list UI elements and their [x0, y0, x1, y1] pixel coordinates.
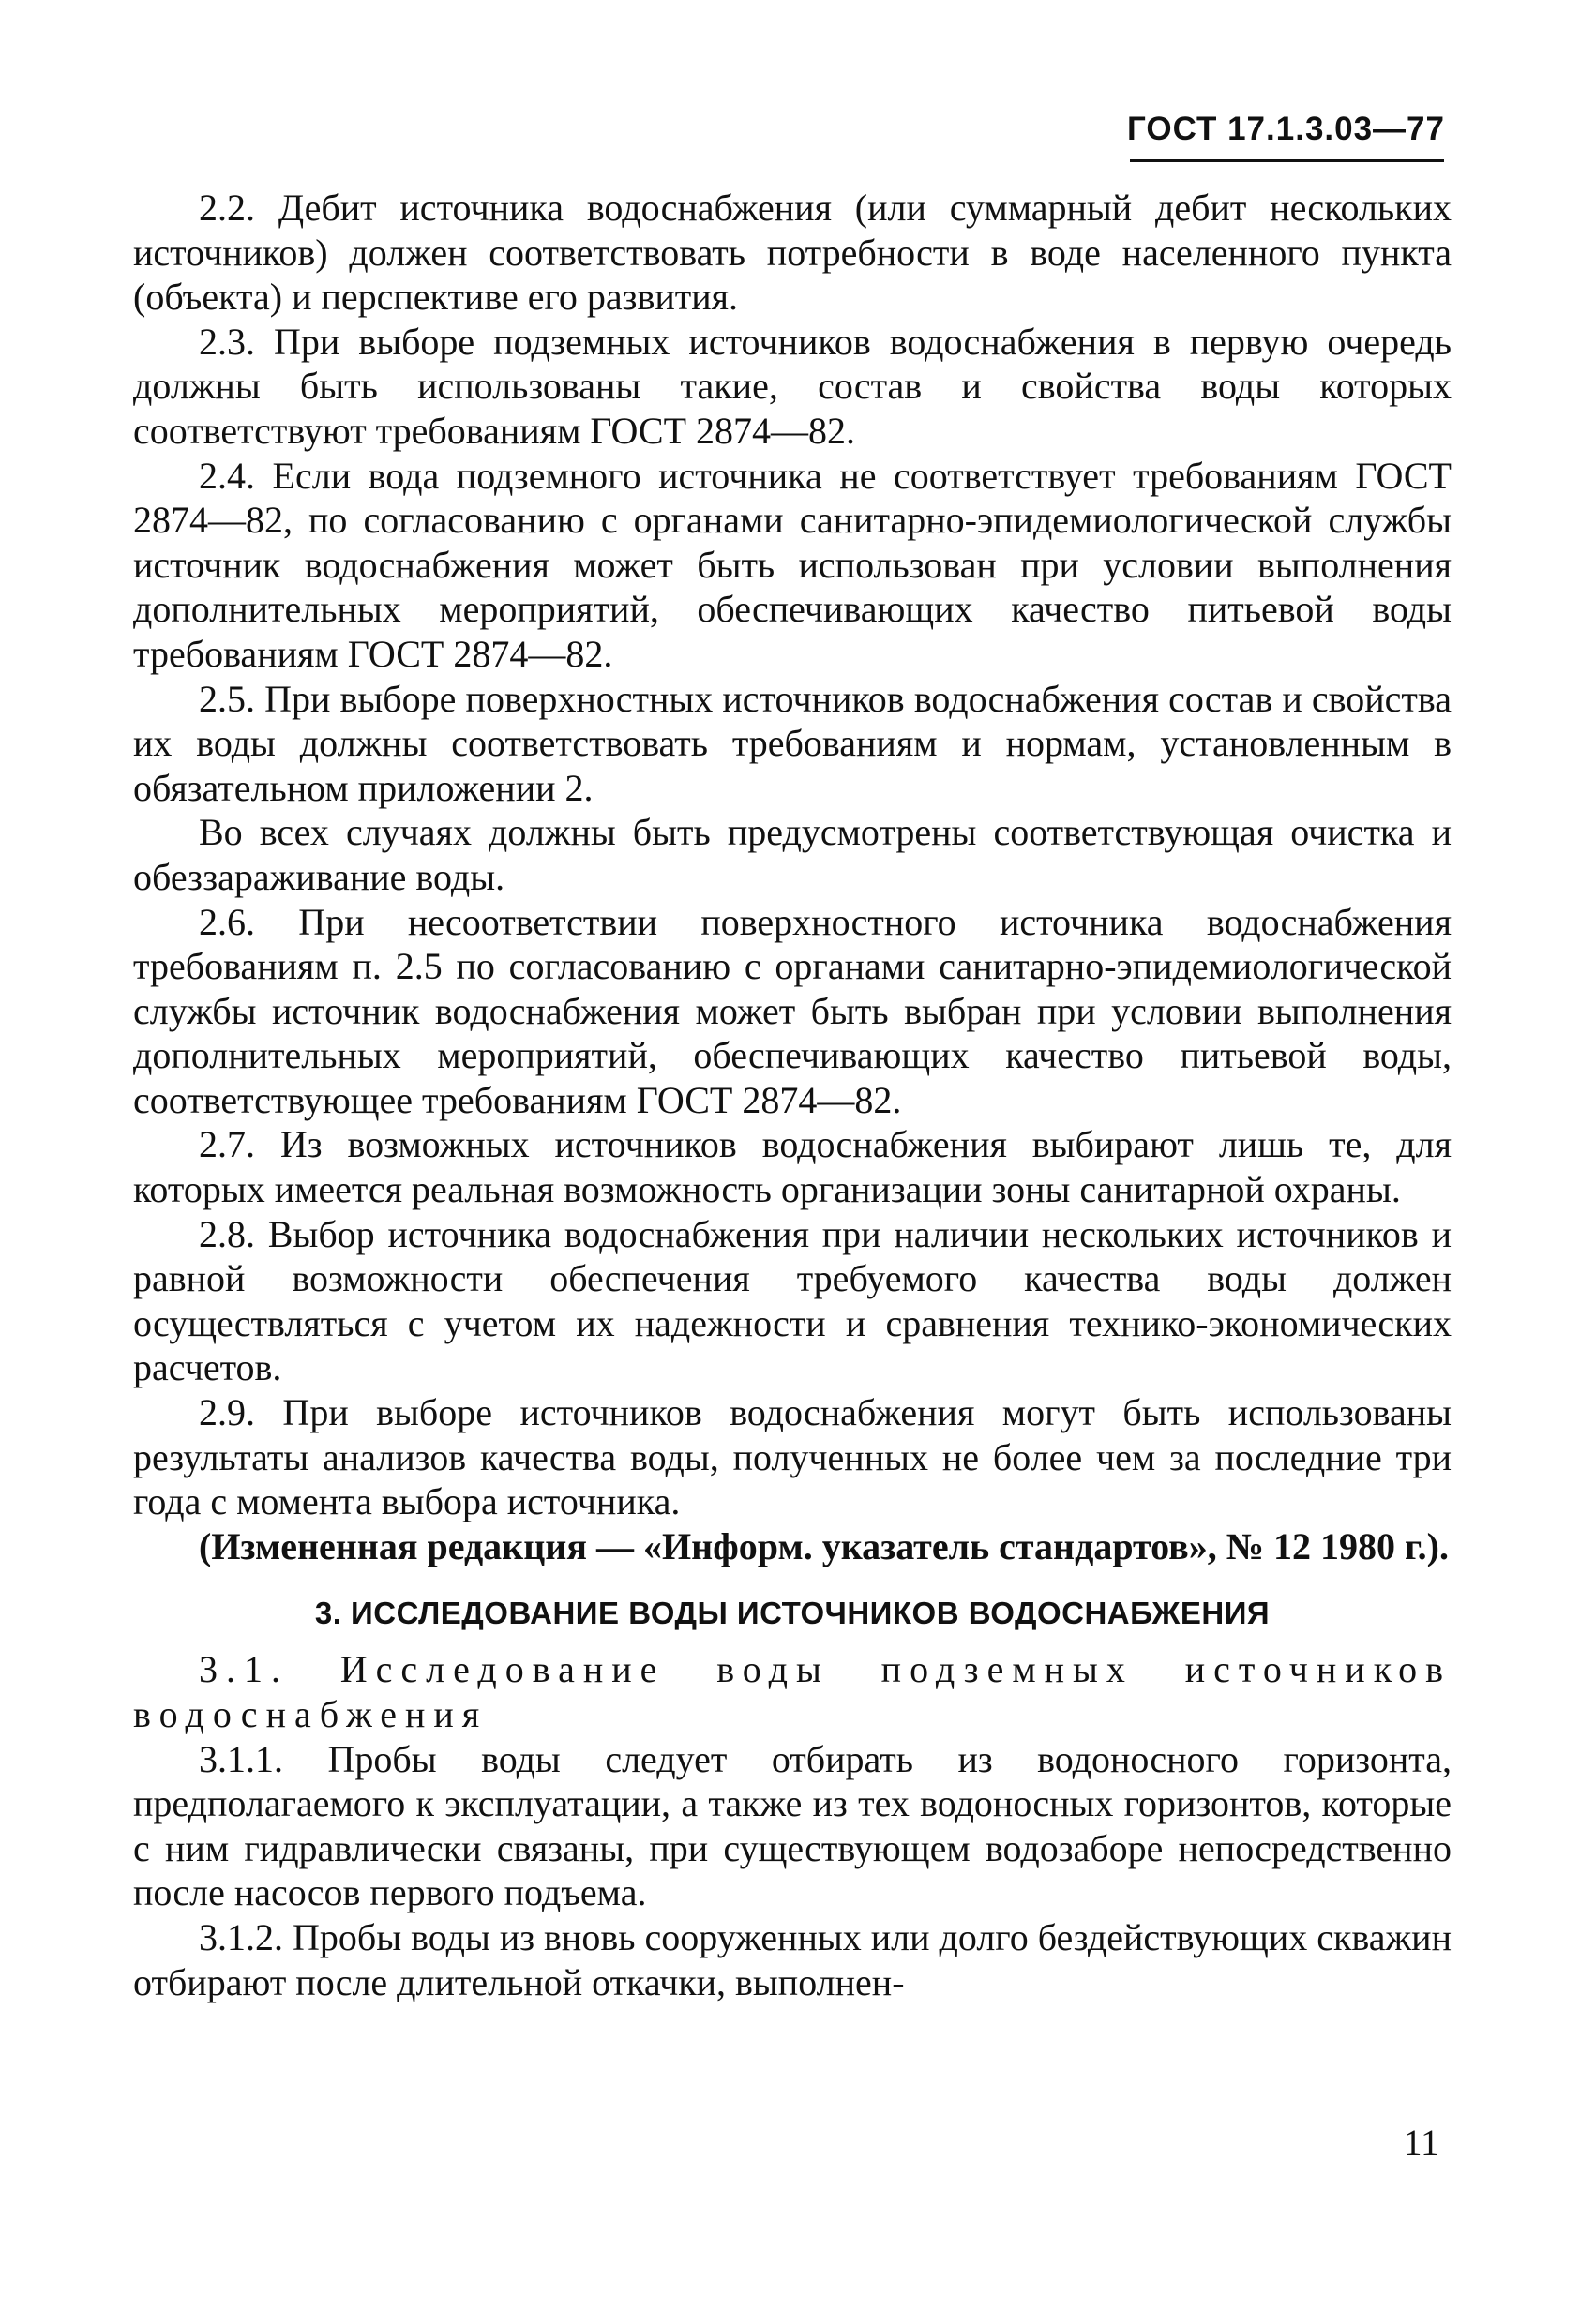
paragraph-2-4: 2.4. Если вода подземного источника не соответствует требованиям ГОСТ 2874—82, по согласованию с органами санитарно-эпидемиологической службы источник водоснабжения может быть использован при условии выполнения дополнительных мероприятий, обеспечивающих качество питьевой воды требованиям ГОСТ 2874—82. — [133, 454, 1452, 675]
paragraph-2-5: 2.5. При выборе поверхностных источников водоснабжения состав и свойства их воды должны соответствовать требованиям и нормам, установленным в обязательном приложении 2. — [133, 677, 1452, 809]
paragraph-2-6: 2.6. При несоответствии поверхностного источника водоснабжения требованиям п. 2.5 по согласованию с органами санитарно-эпидемиологической службы источник водоснабжения может быть выбран при условии выполнения дополнительных мероприятий, обеспечивающих качество питьевой воды, соответствующее требованиям ГОСТ 2874—82. — [133, 900, 1452, 1121]
paragraph-3-1-2: 3.1.2. Пробы воды из вновь сооруженных или долго бездействующих скважин отбирают после длительной откачки, выполнен- — [133, 1915, 1452, 2003]
paragraph-2-8: 2.8. Выбор источника водоснабжения при наличии нескольких источников и равной возможности обеспечения требуемого качества воды должен осуществляться с учетом их надежности и сравнения технико-экономических расчетов. — [133, 1212, 1452, 1389]
paragraph-2-2: 2.2. Дебит источника водоснабжения (или суммарный дебит нескольких источников) должен соответствовать потребности в воде населенного пункта (объекта) и перспективе его развития. — [133, 187, 1452, 319]
section-3-heading: 3. ИССЛЕДОВАНИЕ ВОДЫ ИСТОЧНИКОВ ВОДОСНАБЖЕНИЯ — [314, 1596, 1271, 1631]
paragraph-2-5-continuation: Во всех случаях должны быть предусмотрены соответствующая очистка и обеззараживание воды. — [133, 811, 1452, 898]
paragraph-3-1-1: 3.1.1. Пробы воды следует отбирать из водоносного горизонта, предполагаемого к эксплуатации, а также из тех водоносных горизонтов, которые с ним гидравлически связаны, при существующем водозаборе непосредственно после насосов первого подъема. — [133, 1737, 1452, 1914]
subsection-3-1-title: 3.1. Исследование воды подземных источников водоснабжения — [133, 1648, 1452, 1735]
paragraph-2-9: 2.9. При выборе источников водоснабжения могут быть использованы результаты анализов качества воды, полученных не более чем за последние три года с момента выбора источника. — [133, 1391, 1452, 1523]
document-body — [133, 186, 1452, 2004]
amendment-note: (Измененная редакция — «Информ. указатель стандартов», № 12 1980 г.). — [199, 1524, 1449, 1567]
paragraph-2-7: 2.7. Из возможных источников водоснабжения выбирают лишь те, для которых имеется реальная возможность организации зоны санитарной охраны. — [133, 1123, 1452, 1211]
paragraph-2-3: 2.3. При выборе подземных источников водоснабжения в первую очередь должны быть использованы такие, состав и свойства воды которых соответствуют требованиям ГОСТ 2874—82. — [133, 320, 1452, 452]
header-rule — [1130, 159, 1444, 162]
page-number: 11 — [1403, 2122, 1439, 2164]
standard-code-header: ГОСТ 17.1.3.03—77 — [1126, 111, 1445, 147]
